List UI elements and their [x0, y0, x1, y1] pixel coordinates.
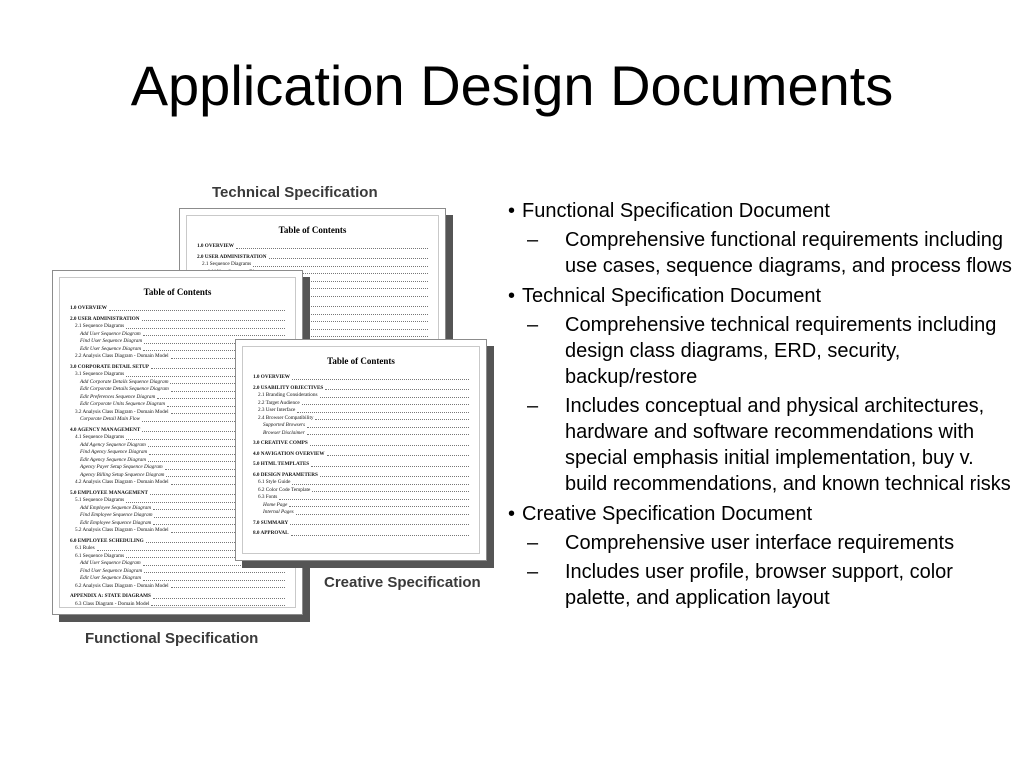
toc-entry: [243, 530, 479, 538]
toc-entry-text: 2.0 USER ADMINISTRATION: [197, 253, 267, 260]
bullet-marker: –: [527, 561, 539, 583]
toc-entry-text: 4.1 Sequence Diagrams: [75, 434, 125, 440]
toc-entry-text: 2.1 Branding Considerations: [258, 392, 318, 398]
toc-entry: [243, 430, 479, 438]
toc-leader-dots: [253, 265, 428, 267]
toc-entry: [243, 392, 479, 400]
toc-entry: [187, 243, 438, 251]
bullet-text: Comprehensive technical requirements including design class diagrams, ERD, security, backup/restore: [565, 314, 997, 388]
bullet-list: [508, 194, 1014, 611]
toc-entry: [60, 305, 295, 313]
toc-entry: [187, 254, 438, 262]
bullet-text: Includes conceptual and physical architectures, hardware and software recommendations with special emphasis initial implementation, buy v. build recommendations, and known technical risks: [565, 395, 1011, 495]
bullet-marker: –: [527, 314, 539, 336]
bullet-marker: –: [527, 229, 539, 251]
caption-technical-specification: Technical Specification: [212, 184, 378, 201]
sub-bullet-item: [508, 530, 1014, 556]
toc-entry: [243, 422, 479, 430]
toc-entry-text: 4.0 NAVIGATION OVERVIEW: [253, 450, 325, 457]
toc-entry-text: Edit User Sequence Diagram: [80, 575, 141, 581]
bullet-marker: •: [508, 285, 516, 307]
toc-leader-dots: [292, 483, 469, 485]
toc-leader-dots: [279, 498, 469, 500]
toc-leader-dots: [151, 604, 285, 606]
toc-leader-dots: [284, 335, 428, 337]
toc-entry-text: 2.0 USABILITY OBJECTIVES: [253, 384, 324, 391]
toc-leader-dots: [296, 513, 469, 515]
toc-entry-text: 3.2 Analysis Class Diagram - Domain Model: [75, 408, 169, 415]
toc-entry-text: Internal Pages: [263, 509, 294, 515]
toc-entry-text: Add User Sequence Diagram: [80, 330, 141, 337]
technical-toc-title: Table of Contents: [278, 225, 347, 235]
toc-entry: [60, 568, 295, 576]
toc-entry: [243, 461, 479, 469]
toc-entry-text: Find User Sequence Diagram: [80, 567, 143, 574]
toc-entry-text: 3.1 Sequence Diagrams: [75, 371, 125, 377]
toc-entry-text: 6.0 EMPLOYEE SCHEDULING: [70, 537, 144, 544]
toc-leader-dots: [143, 564, 285, 566]
toc-entry: [243, 494, 479, 502]
toc-entry-text: 1.0 OVERVIEW: [70, 305, 107, 311]
creative-toc-list: [243, 374, 479, 538]
functional-toc-title: Table of Contents: [143, 287, 212, 297]
toc-entry-text: Supported Browsers: [263, 422, 306, 428]
toc-entry-text: Agency Billing Setup Sequence Diagram: [80, 471, 165, 478]
bullet-text: Technical Specification Document: [522, 285, 822, 307]
toc-entry-text: 2.1 Sequence Diagrams: [202, 261, 252, 267]
bullet-text: Creative Specification Document: [522, 503, 813, 525]
toc-entry-text: Add Corporate Details Sequence Diagram: [80, 378, 169, 385]
bullet-marker: –: [527, 532, 539, 554]
toc-leader-dots: [269, 257, 428, 259]
toc-leader-dots: [291, 534, 469, 536]
bullet-text: Comprehensive user interface requirements: [565, 532, 955, 554]
toc-leader-dots: [126, 327, 285, 329]
toc-leader-dots: [297, 411, 469, 413]
toc-entry: [243, 385, 479, 393]
toc-entry: [60, 583, 295, 591]
bullet-marker: –: [527, 395, 539, 417]
toc-entry-text: 5.1 Sequence Diagrams: [75, 497, 125, 503]
toc-entry-text: 4.0 AGENCY MANAGEMENT: [70, 426, 141, 433]
bullet-text: Includes user profile, browser support, color palette, and application layout: [565, 561, 953, 609]
toc-leader-dots: [142, 319, 285, 321]
toc-leader-dots: [302, 403, 469, 405]
toc-entry-text: Find Agency Sequence Diagram: [80, 449, 148, 455]
toc-entry: [243, 502, 479, 510]
toc-leader-dots: [290, 523, 469, 525]
toc-leader-dots: [292, 378, 469, 380]
toc-entry: [243, 487, 479, 495]
toc-entry: [60, 593, 295, 601]
toc-entry-text: 5.0 HTML TEMPLATES: [253, 461, 310, 467]
toc-entry-text: 6.2 Analysis Class Diagram - Domain Model: [75, 582, 169, 589]
toc-leader-dots: [297, 320, 428, 322]
toc-entry: [243, 479, 479, 487]
toc-entry-text: 2.3 User Interface: [258, 407, 296, 413]
creative-spec-page: [242, 346, 480, 554]
toc-leader-dots: [236, 247, 428, 249]
toc-entry-text: 6.1 Rules: [75, 545, 95, 551]
toc-leader-dots: [153, 597, 285, 599]
toc-entry-text: Agency Payer Setup Sequence Diagram: [80, 464, 163, 470]
toc-leader-dots: [171, 586, 285, 588]
bullet-marker: •: [508, 503, 516, 525]
toc-entry: [60, 560, 295, 568]
toc-entry-text: 3.0 CORPORATE DETAIL SETUP: [70, 363, 150, 370]
toc-entry-text: 6.0 DESIGN PARAMETERS: [253, 471, 318, 478]
bullet-item: [508, 501, 1014, 527]
caption-creative-specification: Creative Specification: [324, 574, 481, 591]
toc-entry-text: Edit Employee Sequence Diagram: [80, 519, 152, 526]
creative-spec-document: [235, 339, 487, 561]
toc-entry-text: 2.4 Browser Compatibility: [258, 414, 314, 421]
toc-entry-text: 6.1 Sequence Diagrams: [75, 552, 125, 559]
toc-entry: [243, 509, 479, 517]
sub-bullet-item: [508, 559, 1014, 611]
bullet-item: [508, 198, 1014, 224]
toc-entry: [243, 374, 479, 382]
bullet-item: [508, 283, 1014, 309]
toc-leader-dots: [320, 396, 469, 398]
toc-entry-text: 2.0 USER ADMINISTRATION: [70, 315, 140, 322]
toc-entry-text: 6.3 Class Diagram - Domain Model: [75, 600, 150, 607]
bullet-marker: •: [508, 200, 516, 222]
creative-toc-title: Table of Contents: [327, 356, 395, 366]
toc-leader-dots: [320, 475, 469, 477]
toc-entry-text: Edit User Sequence Diagram: [80, 345, 141, 352]
toc-entry: [187, 261, 438, 269]
toc-entry-text: Home Page: [263, 501, 288, 508]
toc-leader-dots: [312, 490, 469, 492]
toc-entry: [243, 451, 479, 459]
toc-entry-text: 5.2 Analysis Class Diagram - Domain Model: [75, 527, 169, 533]
toc-entry-text: Edit Corporate Details Sequence Diagram: [80, 386, 169, 392]
toc-entry: [60, 601, 295, 609]
toc-leader-dots: [298, 328, 428, 330]
slide-title: Application Design Documents: [130, 54, 894, 117]
toc-leader-dots: [307, 433, 469, 435]
toc-entry: [243, 400, 479, 408]
toc-entry-text: 2.1 Sequence Diagrams: [75, 323, 125, 329]
toc-entry-text: 6.2 Color Code Template: [258, 486, 311, 493]
toc-entry: [60, 331, 295, 339]
toc-entry: [243, 520, 479, 528]
toc-entry-text: 6.3 Fonts: [258, 494, 278, 500]
toc-entry-text: Add Employee Sequence Diagram: [80, 504, 152, 511]
toc-entry: [60, 575, 295, 583]
toc-entry-text: 6.1 Style Guide: [258, 479, 291, 485]
toc-entry-text: Find User Sequence Diagram: [80, 338, 143, 344]
toc-leader-dots: [315, 418, 469, 420]
caption-functional-specification: Functional Specification: [85, 630, 259, 647]
toc-entry: [60, 323, 295, 331]
toc-leader-dots: [143, 579, 285, 581]
toc-entry-text: Edit Preferences Sequence Diagram: [80, 393, 156, 400]
toc-entry-text: Add Agency Sequence Diagram: [80, 441, 146, 448]
toc-entry-text: 5.0 EMPLOYEE MANAGEMENT: [70, 489, 148, 496]
toc-entry-text: Find Employee Sequence Diagram: [80, 512, 153, 518]
toc-leader-dots: [307, 426, 469, 428]
sub-bullet-item: [508, 312, 1014, 390]
toc-leader-dots: [144, 571, 285, 573]
bullet-text: Comprehensive functional requirements including use cases, sequence diagrams, and process flows: [565, 229, 1012, 277]
toc-entry: [60, 316, 295, 324]
toc-leader-dots: [311, 465, 469, 467]
bullet-text: Functional Specification Document: [522, 200, 830, 222]
toc-leader-dots: [289, 505, 469, 507]
toc-leader-dots: [298, 295, 428, 297]
toc-entry-text: Edit Corporate Units Sequence Diagram: [80, 401, 166, 407]
toc-entry-text: Edit Agency Sequence Diagram: [80, 456, 147, 463]
toc-entry-text: 2.2 Target Audience: [258, 399, 300, 406]
toc-entry-text: APPENDIX A: STATE DIAGRAMS: [70, 593, 151, 599]
toc-leader-dots: [109, 309, 285, 311]
toc-entry: [243, 440, 479, 448]
toc-entry-text: 7.0 SUMMARY: [253, 519, 289, 526]
toc-entry-text: Browser Disclaimer: [263, 429, 305, 436]
toc-leader-dots: [327, 454, 469, 456]
toc-entry: [243, 472, 479, 480]
toc-entry-text: 1.0 OVERVIEW: [197, 243, 234, 249]
sub-bullet-item: [508, 393, 1014, 497]
toc-entry-text: Add User Sequence Diagram: [80, 560, 141, 566]
toc-leader-dots: [310, 444, 469, 446]
toc-entry-text: 8.0 APPROVAL: [253, 530, 289, 536]
sub-bullet-item: [508, 227, 1014, 279]
toc-entry-text: 3.0 CREATIVE COMPS: [253, 440, 308, 446]
toc-entry-text: Corporate Detail Main Flow: [80, 416, 141, 422]
toc-leader-dots: [325, 388, 469, 390]
toc-entry-text: 1.0 OVERVIEW: [253, 374, 290, 380]
toc-entry-text: 4.2 Analysis Class Diagram - Domain Model: [75, 479, 169, 485]
toc-entry: [243, 415, 479, 423]
toc-entry-text: 2.2 Analysis Class Diagram - Domain Model: [75, 353, 169, 359]
toc-leader-dots: [143, 334, 285, 336]
toc-entry: [243, 407, 479, 415]
